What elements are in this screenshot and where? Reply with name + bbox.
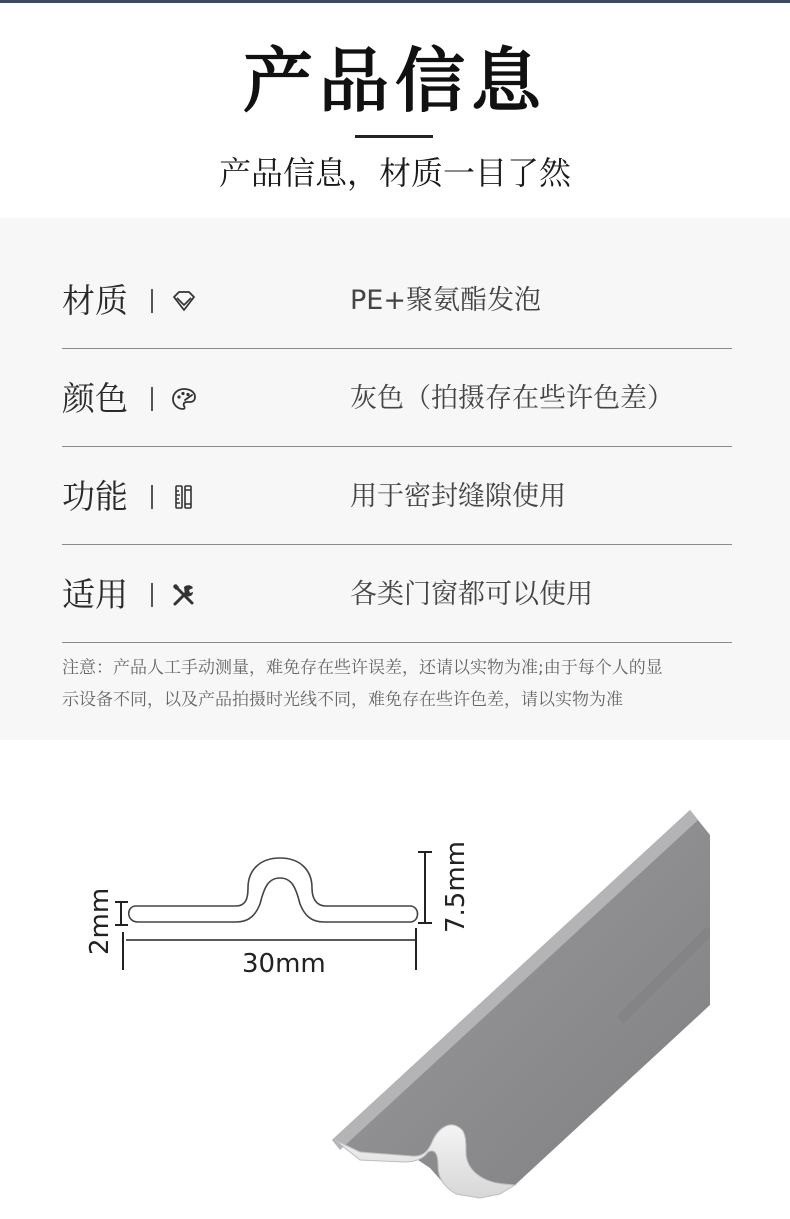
row-separator [151, 485, 153, 509]
row-divider [62, 642, 732, 643]
page-title: 产品信息 [243, 40, 547, 122]
palette-icon [170, 385, 198, 413]
row-divider [62, 446, 732, 447]
product-figure [60, 780, 710, 1210]
row-label: 颜色 [62, 379, 128, 418]
row-label: 适用 [62, 575, 128, 614]
total-height-dimension-label: 7.5mm [441, 840, 471, 933]
diamond-icon [170, 287, 198, 315]
info-row-usage [62, 547, 732, 643]
foam-strip-image [332, 810, 710, 1198]
disclaimer-note [62, 652, 752, 716]
height-dimension-label: 2mm [85, 887, 115, 955]
info-row-function [62, 449, 732, 545]
row-divider [62, 544, 732, 545]
row-separator [151, 387, 153, 411]
info-row-color [62, 351, 732, 447]
row-label: 功能 [62, 477, 128, 516]
tools-icon [170, 581, 198, 609]
ruler-icon [170, 483, 198, 511]
note-line: 注意：产品人工手动测量，难免存在些许误差，还请以实物为准;由于每个人的显 [62, 658, 663, 678]
row-value: 各类门窗都可以使用 [350, 579, 593, 610]
row-separator [151, 583, 153, 607]
row-value: 灰色（拍摄存在些许色差） [350, 383, 674, 414]
title-divider [355, 135, 433, 138]
width-dimension-label: 30mm [242, 949, 326, 979]
cross-section-diagram [85, 841, 471, 979]
page-subtitle: 产品信息，材质一目了然 [218, 154, 571, 192]
row-value: 用于密封缝隙使用 [350, 481, 566, 512]
row-value: PE+聚氨酯发泡 [350, 285, 541, 316]
info-row-material [62, 253, 732, 349]
row-divider [62, 348, 732, 349]
row-label: 材质 [62, 281, 128, 320]
row-separator [151, 289, 153, 313]
header-section [0, 3, 790, 218]
note-line: 示设备不同，以及产品拍摄时光线不同，难免存在些许色差，请以实物为准 [62, 690, 623, 710]
